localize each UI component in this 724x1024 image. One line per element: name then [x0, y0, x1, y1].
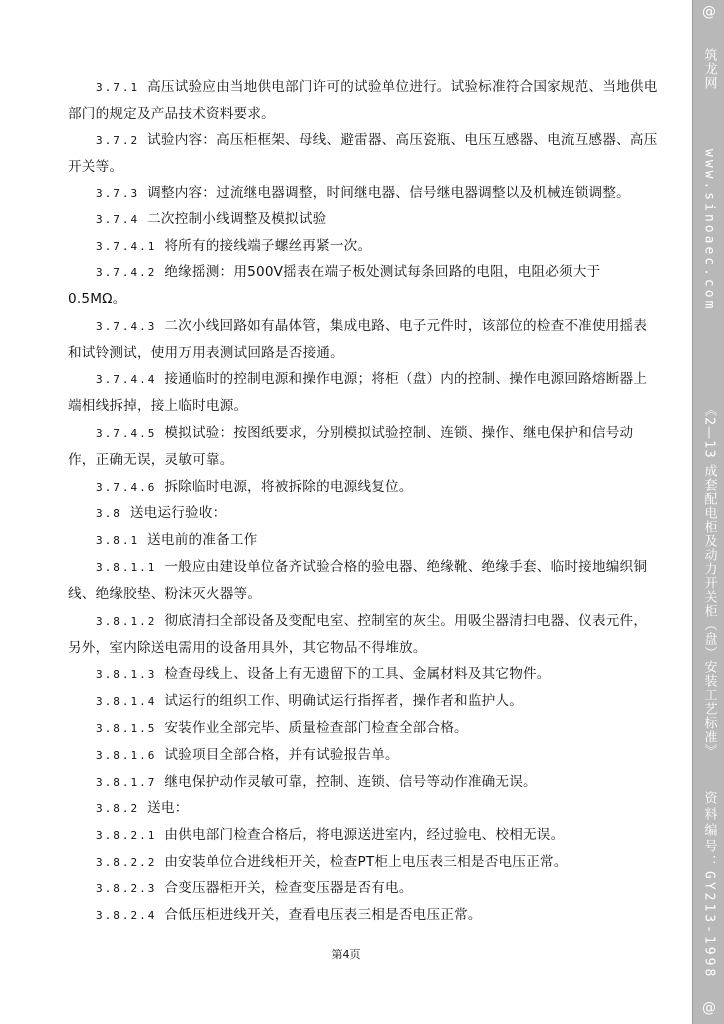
clause-text: 试验项目全部合格，并有试验报告单。 [164, 747, 399, 763]
paragraph-3-7-1 [68, 74, 658, 127]
paragraph-3-8-1-4 [68, 688, 658, 715]
clause-number: 3.8.2 [96, 802, 140, 815]
paragraph-3-8-1-5 [68, 715, 658, 742]
clause-text: 安装作业全部完毕、质量检查部门检查全部合格。 [164, 720, 468, 736]
clause-text: 将所有的接线端子螺丝再紧一次。 [164, 238, 372, 254]
paragraph-3-7-4 [68, 206, 658, 233]
clause-text: 送电前的准备工作 [147, 532, 258, 548]
clause-number: 3.7.1 [96, 81, 140, 94]
paragraph-3-8-2-4 [68, 902, 658, 929]
clause-number: 3.8.1.3 [96, 668, 157, 681]
paragraph-3-7-4-3 [68, 313, 658, 366]
clause-text: 由安装单位合进线柜开关，检查PT柜上电压表三相是否电压正常。 [164, 854, 568, 870]
at-symbol-top: @ [702, 4, 716, 20]
clause-text: 绝缘摇测：用500V摇表在端子板处测试每条回路的电阻，电阻必须大于0.5MΩ。 [68, 264, 601, 307]
site-name: 筑龙网 [701, 48, 717, 90]
paragraph-3-7-4-4 [68, 366, 658, 419]
clause-number: 3.8.2.4 [96, 909, 157, 922]
paragraph-3-8-1-1 [68, 554, 658, 607]
clause-number: 3.7.4.2 [96, 266, 157, 279]
clause-number: 3.7.4.1 [96, 240, 157, 253]
site-url: www.sinoaec.com [701, 148, 717, 312]
paragraph-3-7-4-6 [68, 474, 658, 501]
clause-number: 3.7.4.5 [96, 427, 157, 440]
paragraph-3-8-2-3 [68, 875, 658, 902]
clause-number: 3.8.1 [96, 534, 140, 547]
clause-text: 彻底清扫全部设备及变配电室、控制室的灰尘。用吸尘器清扫电器、仪表元件，另外，室内除送电需用的设备用具外，其它物品不得堆放。 [68, 613, 648, 656]
clause-number: 3.8.2.3 [96, 882, 157, 895]
clause-number: 3.8.1.2 [96, 615, 157, 628]
clause-text: 继电保护动作灵敏可靠，控制、连锁、信号等动作准确无误。 [164, 774, 537, 790]
paragraph-3-8-1-2 [68, 608, 658, 661]
clause-number: 3.8.1.7 [96, 776, 157, 789]
clause-text: 调整内容：过流继电器调整，时间继电器、信号继电器调整以及机械连锁调整。 [147, 185, 630, 201]
clause-number: 3.7.4.6 [96, 481, 157, 494]
clause-number: 3.8.1.5 [96, 722, 157, 735]
clause-text: 由供电部门检查合格后，将电源送进室内，经过验电、校相无误。 [164, 827, 565, 843]
clause-number: 3.7.4.4 [96, 373, 157, 386]
paragraph-3-7-4-5 [68, 420, 658, 473]
clause-number: 3.8.1.6 [96, 749, 157, 762]
paragraph-3-8 [68, 500, 658, 527]
clause-text: 二次小线回路如有晶体管，集成电路、电子元件时，该部位的检查不准使用摇表和试铃测试，使用万用表测试回路是否接通。 [68, 318, 648, 361]
paragraph-3-8-1-6 [68, 742, 658, 769]
clause-number: 3.7.2 [96, 134, 140, 147]
document-title: 《2—13 成套配电柜及动力开关柜（盘）安装工艺标准》 [701, 402, 717, 758]
clause-text: 高压试验应由当地供电部门许可的试验单位进行。试验标准符合国家规范、当地供电部门的规定及产品技术资料要求。 [68, 79, 658, 122]
clause-number: 3.8.2.2 [96, 856, 157, 869]
paragraph-3-7-4-1 [68, 233, 658, 260]
clause-text: 检查母线上、设备上有无遗留下的工具、金属材料及其它物件。 [164, 666, 551, 682]
document-number: 资料编号：GY213-1998 [701, 790, 717, 980]
watermark-sidebar [692, 0, 724, 1024]
page-number: 第4页 [331, 948, 361, 961]
clause-text: 合低压柜进线开关，查看电压表三相是否电压正常。 [164, 907, 482, 923]
clause-text: 试验内容：高压柜框架、母线、避雷器、高压瓷瓶、电压互感器、电流互感器、高压开关等。 [68, 132, 658, 175]
clause-number: 3.7.3 [96, 187, 140, 200]
clause-text: 试运行的组织工作、明确试运行指挥者，操作者和监护人。 [164, 693, 523, 709]
clause-number: 3.8.2.1 [96, 829, 157, 842]
clause-number: 3.8.1.1 [96, 561, 157, 574]
paragraph-3-7-2 [68, 127, 658, 180]
paragraph-3-7-4-2 [68, 259, 658, 312]
clause-text: 模拟试验：按图纸要求，分别模拟试验控制、连锁、操作、继电保护和信号动作，正确无误，灵敏可靠。 [68, 425, 634, 468]
clause-number: 3.8 [96, 507, 122, 520]
clause-text: 拆除临时电源，将被拆除的电源线复位。 [164, 479, 413, 495]
clause-text: 二次控制小线调整及模拟试验 [147, 211, 327, 227]
paragraph-3-7-3 [68, 180, 658, 207]
paragraph-3-8-2 [68, 795, 658, 822]
clause-text: 送电运行验收： [129, 505, 227, 521]
clause-text: 合变压器柜开关，检查变压器是否有电。 [164, 880, 413, 896]
paragraph-3-8-1 [68, 527, 658, 554]
at-symbol-bottom: @ [702, 1000, 716, 1016]
paragraph-3-8-2-2 [68, 849, 658, 876]
clause-number: 3.7.4.3 [96, 320, 157, 333]
clause-text: 接通临时的控制电源和操作电源；将柜（盘）内的控制、操作电源回路熔断器上端相线拆掉，接上临时电源。 [68, 371, 648, 414]
paragraph-3-8-1-3 [68, 661, 658, 688]
paragraph-3-8-2-1 [68, 822, 658, 849]
clause-number: 3.8.1.4 [96, 695, 157, 708]
clause-number: 3.7.4 [96, 213, 140, 226]
clause-text: 一般应由建设单位备齐试验合格的验电器、绝缘靴、绝缘手套、临时接地编织铜线、绝缘胶垫、粉沫灭火器等。 [68, 559, 648, 602]
clause-text: 送电： [147, 800, 189, 816]
paragraph-3-8-1-7 [68, 769, 658, 796]
